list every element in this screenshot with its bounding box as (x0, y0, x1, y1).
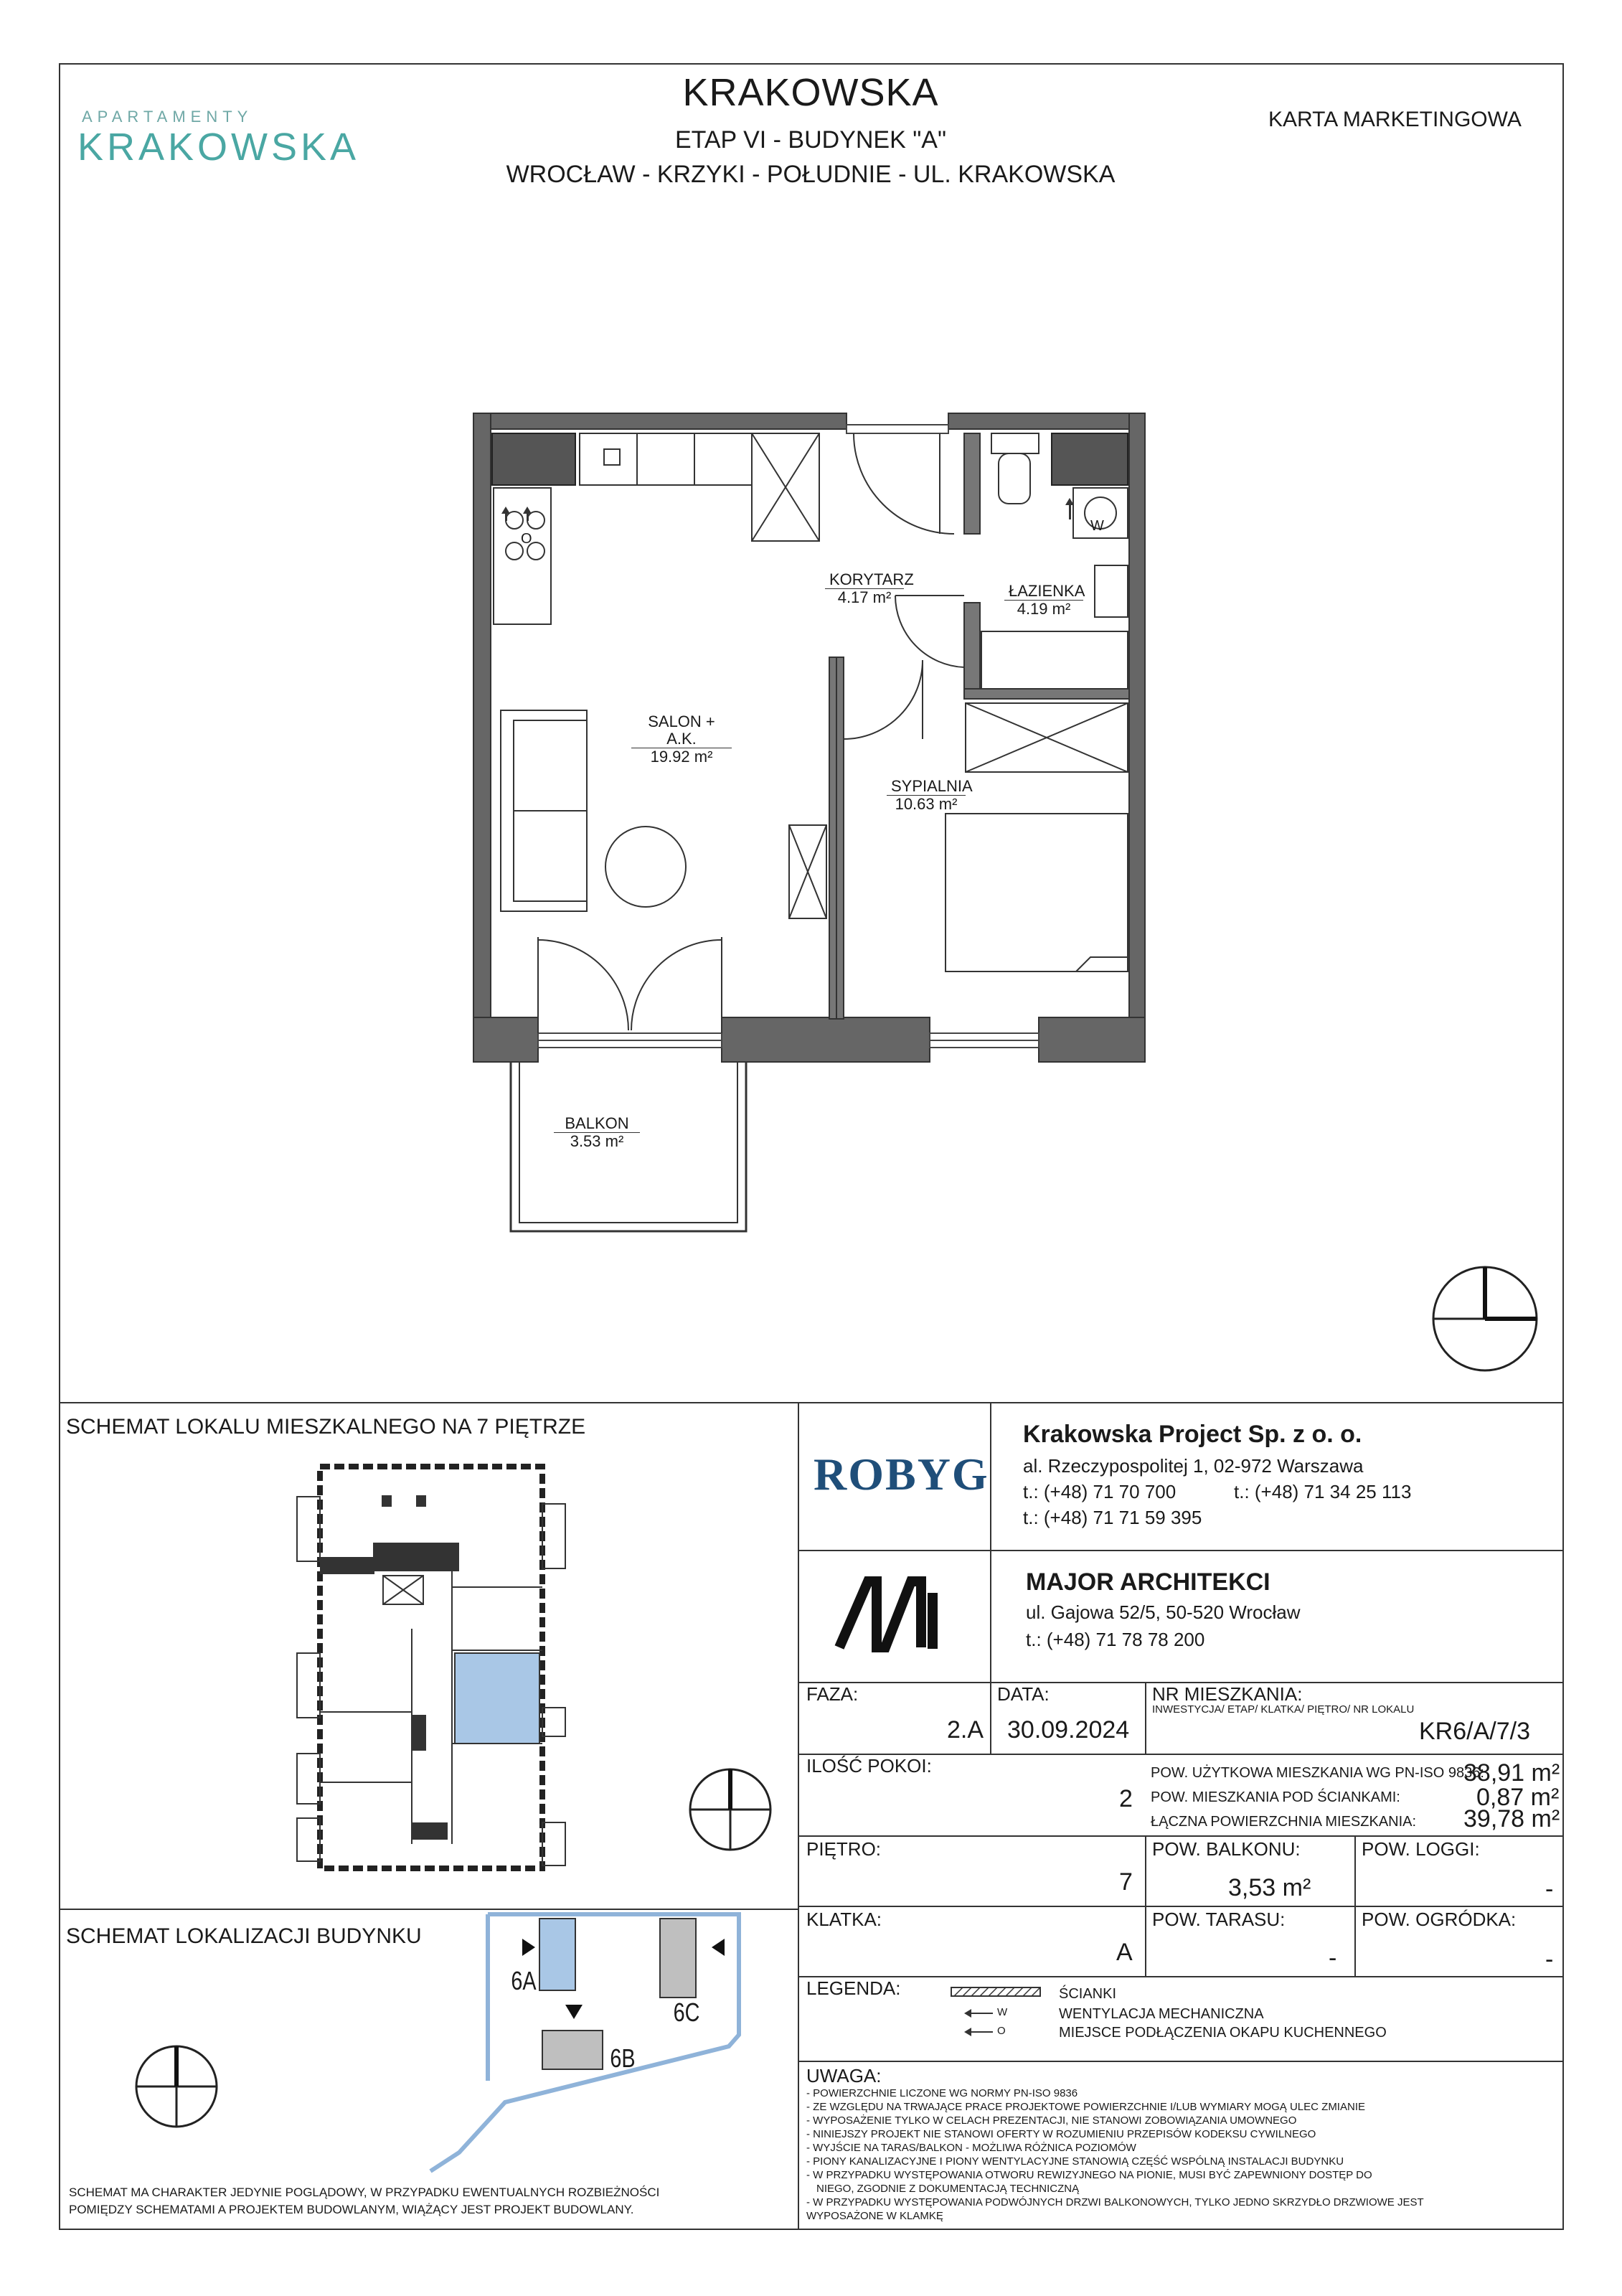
room-area: 10.63 m² (895, 795, 958, 813)
pokoje-value: 2 (1119, 1785, 1133, 1812)
pow-uzytkowa-value: 38,91 m² (1463, 1759, 1560, 1787)
page-subtitle-location: WROCŁAW - KRZYKI - POŁUDNIE - UL. KRAKOWSKA (506, 161, 1116, 188)
note-item: - ZE WZGLĘDU NA TRWAJĄCE PRACE PROJEKTOWE POWIERZCHNIE I/LUB WYMIARY MOGĄ ULEC ZMIANIE (806, 2101, 1365, 2113)
developer-address: al. Rzeczypospolitej 1, 02-972 Warszawa (1023, 1455, 1364, 1477)
legend-item: ŚCIANKI (1059, 1986, 1117, 2002)
note-item: - NINIEJSZY PROJEKT NIE STANOWI OFERTY W ROZUMIENIU PRZEPISÓW KODEKSU CYWILNEGO (806, 2128, 1316, 2140)
note-item: - PIONY KANALIZACYJNE I PIONY WENTYLACYJNE STANOWIĄ CZĘŚĆ WSPÓLNĄ INSTALACJI BUDYNKU (806, 2155, 1344, 2168)
pow-uzytkowa-label: POW. UŻYTKOWA MIESZKANIA WG PN-ISO 9836: (1151, 1765, 1484, 1781)
disclaimer-line2: POMIĘDZY SCHEMATAMI A PROJEKTEM BUDOWLANYM, WIĄŻĄCY JEST PROJEKT BUDOWLANY. (69, 2203, 634, 2216)
page-subtitle-stage: ETAP VI - BUDYNEK "A" (674, 126, 947, 154)
floor-schema-title: SCHEMAT LOKALU MIESZKALNEGO NA 7 PIĘTRZE (66, 1415, 586, 1439)
room-area: 4.17 m² (837, 588, 892, 606)
pow-scianki-value: 0,87 m² (1476, 1784, 1560, 1811)
ventilation-mark: W (1090, 518, 1104, 534)
pow-laczna-label: ŁĄCZNA POWIERZCHNIA MIESZKANIA: (1151, 1814, 1417, 1830)
disclaimer-line1: SCHEMAT MA CHARAKTER JEDYNIE POGLĄDOWY, W PRZYPADKU EWENTUALNYCH ROZBIEŻNOŚCI (69, 2186, 660, 2199)
document-type: KARTA MARKETINGOWA (1268, 108, 1522, 131)
building-label-6c: 6C (673, 1998, 700, 2027)
room-name: BALKON (554, 1115, 640, 1133)
faza-value: 2.A (947, 1716, 984, 1744)
architect-address: ul. Gajowa 52/5, 50-520 Wrocław (1026, 1601, 1301, 1623)
note-item: - W PRZYPADKU WYSTĘPOWANIA PODWÓJNYCH DRZWI BALKONOWYCH, TYLKO JEDNO SKRZYDŁO DRZWIOWE JEST (806, 2196, 1424, 2208)
notes-list (806, 2086, 1424, 2223)
ogrodek-value: - (1545, 1946, 1554, 1973)
nr-label: NR MIESZKANIA: (1152, 1683, 1303, 1705)
architect-phone: t.: (+48) 71 78 78 200 (1026, 1629, 1205, 1650)
note-item: - WYJŚCIE NA TARAS/BALKON - MOŻLIWA RÓŻNICA POZIOMÓW (806, 2142, 1136, 2154)
note-item: - W PRZYPADKU WYSTĘPOWANIA OTWORU REWIZYJNEGO NA PIONIE, MUSI BYĆ ZAPEWNIONY DOSTĘP DO (806, 2169, 1372, 2181)
ogrodek-label: POW. OGRÓDKA: (1362, 1909, 1517, 1930)
location-schema-title: SCHEMAT LOKALIZACJI BUDYNKU (66, 1924, 422, 1948)
loggia-value: - (1545, 1876, 1554, 1903)
building-label-6b: 6B (610, 2043, 636, 2073)
data-label: DATA: (997, 1683, 1050, 1705)
note-item: - WYPOSAŻENIE TYLKO W CELACH PREZENTACJI, NIE STANOWI ZOBOWIĄZANIA UMOWNEGO (806, 2114, 1297, 2127)
room-area: 3.53 m² (570, 1132, 624, 1150)
legend-o: O (997, 2025, 1006, 2037)
logo-line2: KRAKOWSKA (77, 126, 360, 169)
logo-line1: APARTAMENTY (82, 108, 253, 126)
developer-phone: t.: (+48) 71 34 25 113 (1234, 1481, 1412, 1502)
pietro-value: 7 (1119, 1868, 1133, 1896)
room-name: SYPIALNIA (887, 778, 966, 796)
room-name: ŁAZIENKA (1004, 583, 1083, 601)
hood-mark: O (521, 531, 532, 547)
room-area: 4.19 m² (1017, 600, 1071, 618)
legend-item: WENTYLACJA MECHANICZNA (1059, 2006, 1264, 2022)
note-item: WYPOSAŻONE W KLAMKĘ (806, 2210, 943, 2222)
pietro-label: PIĘTRO: (806, 1838, 882, 1860)
legend-w: W (997, 2006, 1008, 2018)
legend-title: LEGENDA: (806, 1977, 901, 1999)
nr-value: KR6/A/7/3 (1419, 1718, 1530, 1745)
notes-title: UWAGA: (806, 2065, 882, 2086)
note-item: - POWIERZCHNIE LICZONE WG NORMY PN-ISO 9836 (806, 2087, 1078, 2099)
developer-phone: t.: (+48) 71 70 700 (1023, 1481, 1177, 1502)
room-name: SALON + A.K. (631, 713, 732, 748)
developer-phone: t.: (+48) 71 71 59 395 (1023, 1507, 1202, 1528)
legend-item: MIEJSCE PODŁĄCZENIA OKAPU KUCHENNEGO (1059, 2025, 1387, 2041)
architect-name: MAJOR ARCHITEKCI (1026, 1568, 1270, 1596)
developer-name: Krakowska Project Sp. z o. o. (1023, 1421, 1362, 1448)
room-name: KORYTARZ (825, 571, 904, 589)
pow-scianki-label: POW. MIESZKANIA POD ŚCIANKAMI: (1151, 1789, 1400, 1805)
note-item: NIEGO, ZGODNIE Z DOKUMENTACJĄ TECHNICZNĄ (816, 2183, 1080, 2195)
taras-label: POW. TARASU: (1152, 1909, 1286, 1930)
faza-label: FAZA: (806, 1683, 859, 1705)
klatka-label: KLATKA: (806, 1909, 882, 1930)
nr-sublabel: INWESTYCJA/ ETAP/ KLATKA/ PIĘTRO/ NR LOKALU (1152, 1703, 1415, 1716)
balkon-value: 3,53 m² (1228, 1874, 1311, 1901)
taras-value: - (1329, 1944, 1337, 1972)
klatka-value: A (1116, 1939, 1133, 1966)
loggia-label: POW. LOGGI: (1362, 1838, 1480, 1860)
pokoje-label: ILOŚĆ POKOI: (806, 1755, 932, 1777)
building-label-6a: 6A (511, 1966, 537, 1995)
developer-logo: ROBYG (814, 1449, 989, 1500)
pow-laczna-value: 39,78 m² (1463, 1805, 1560, 1832)
balkon-label: POW. BALKONU: (1152, 1838, 1301, 1860)
page-title: KRAKOWSKA (682, 71, 939, 114)
room-area: 19.92 m² (650, 748, 713, 766)
data-value: 30.09.2024 (1007, 1716, 1130, 1744)
